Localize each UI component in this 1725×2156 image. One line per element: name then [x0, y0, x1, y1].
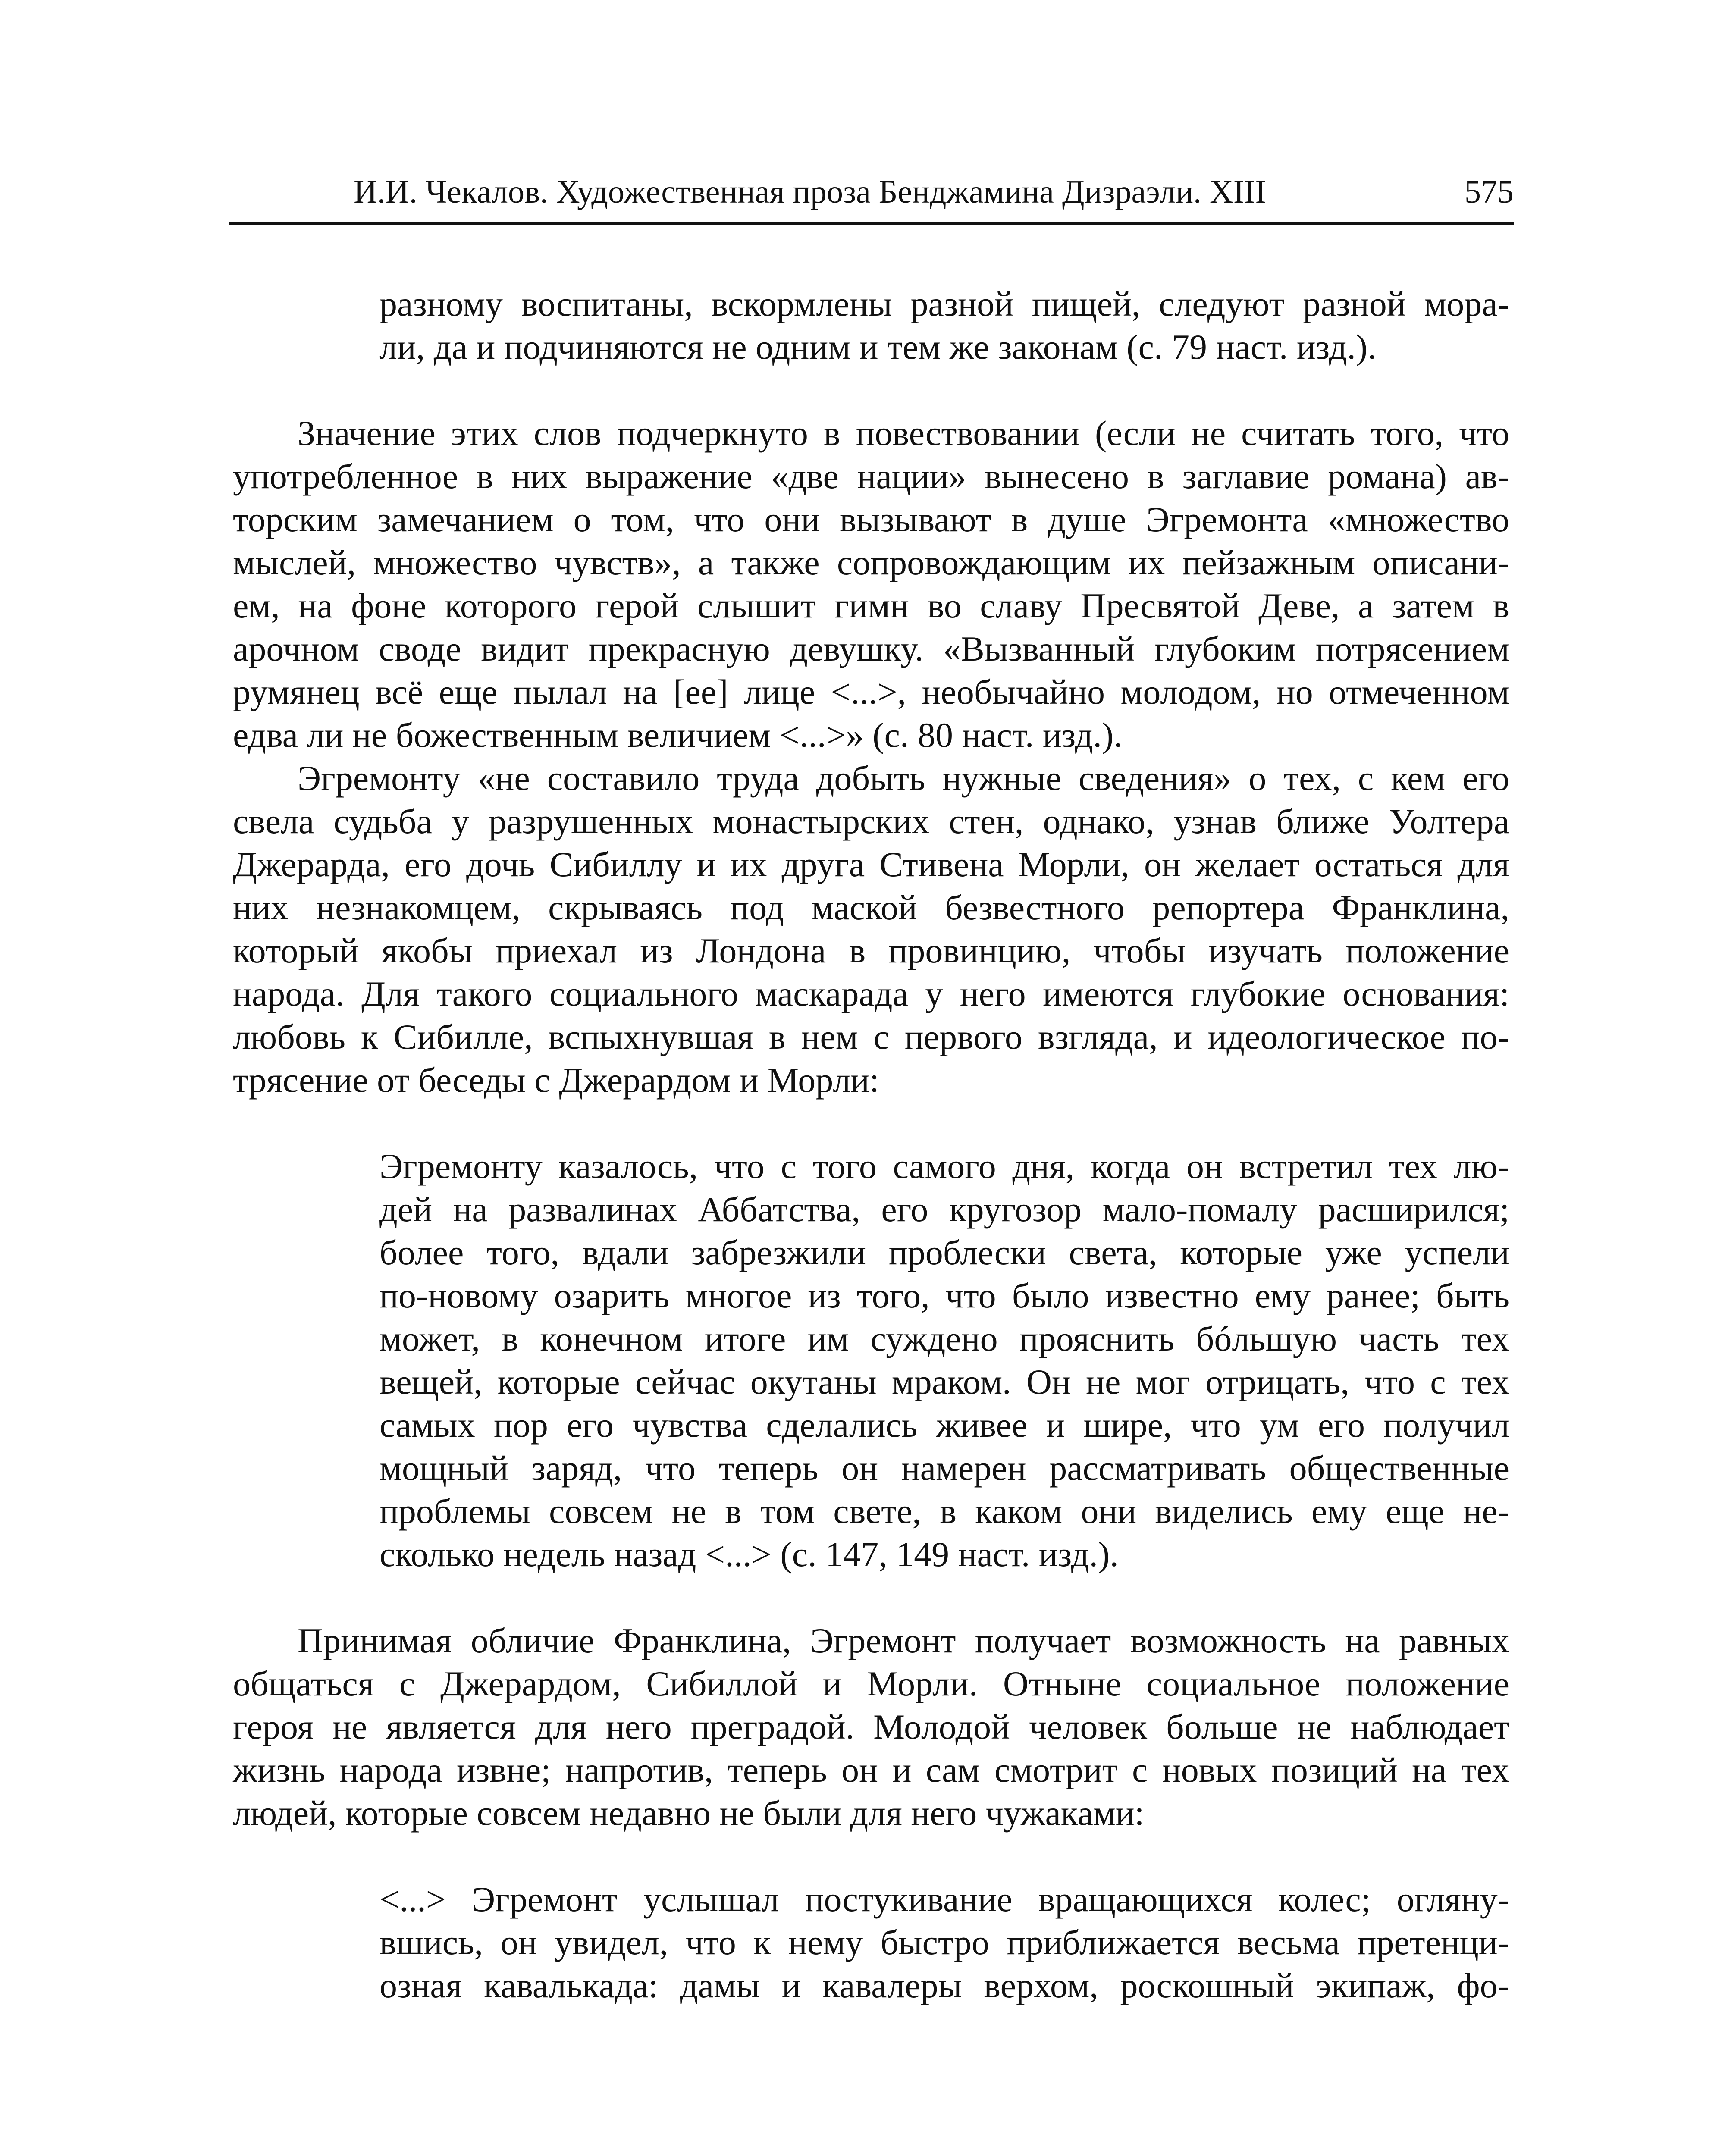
text-line: народа. Для такого социального маскарада у него имеются глубокие основания:: [233, 974, 1509, 1013]
text-line: торским замечанием о том, что они вызывают в душе Эгремонта «множество: [233, 500, 1509, 539]
text-line: дей на развалинах Аббатства, его кругозор мало-помалу расширился;: [380, 1190, 1509, 1229]
text-line: жизнь народа извне; напротив, теперь он и сам смотрит с новых позиций на тех: [233, 1750, 1509, 1789]
text-line: свела судьба у разрушенных монастырских стен, однако, узнав ближе Уолтера: [233, 802, 1509, 841]
text-line: людей, которые совсем недавно не были для него чужаками:: [233, 1793, 1145, 1833]
text-line: героя не является для него преградой. Молодой человек больше не наблюдает: [233, 1707, 1509, 1746]
text-line: употребленное в них выражение «две нации» вынесено в заглавие романа) ав-: [233, 457, 1509, 496]
text-line: румянец всё еще пылал на [ее] лице <...>, необычайно молодом, но отмеченном: [233, 672, 1509, 711]
text-line: трясение от беседы с Джерардом и Морли:: [233, 1060, 879, 1100]
text-line: ем, на фоне которого герой слышит гимн во славу Пресвятой Деве, а затем в: [233, 586, 1509, 625]
header-rule: [229, 222, 1514, 225]
text-line: общаться с Джерардом, Сибиллой и Морли. Отныне социальное положение: [233, 1664, 1509, 1703]
text-line: <...> Эгремонт услышал постукивание вращающихся колес; огляну-: [380, 1880, 1509, 1919]
text-line: мощный заряд, что теперь он намерен рассматривать общественные: [380, 1448, 1509, 1488]
text-line: Эгремонту казалось, что с того самого дня, когда он встретил тех лю-: [380, 1147, 1509, 1186]
text-line: Эгремонту «не составило труда добыть нужные сведения» о тех, с кем его: [298, 758, 1509, 798]
running-head: [229, 160, 1514, 224]
page-number: 575: [1465, 174, 1514, 210]
text-line: вшись, он увидел, что к нему быстро приближается весьма претенци-: [380, 1923, 1509, 1962]
text-line: сколько недель назад <...> (с. 147, 149 наст. изд.).: [380, 1535, 1119, 1574]
text-line: самых пор его чувства сделались живее и шире, что ум его получил: [380, 1405, 1509, 1445]
text-line: может, в конечном итоге им суждено прояснить бóльшую часть тех: [380, 1319, 1509, 1358]
text-line: едва ли не божественным величием <...>» (с. 80 наст. изд.).: [233, 715, 1123, 755]
text-line: Значение этих слов подчеркнуто в повествовании (если не считать того, что: [298, 414, 1509, 453]
text-line: вещей, которые сейчас окутаны мраком. Он не мог отрицать, что с тех: [380, 1362, 1509, 1401]
text-line: разному воспитаны, вскормлены разной пищей, следуют разной мора-: [380, 284, 1509, 323]
text-line: мыслей, множество чувств», а также сопровождающим их пейзажным описани-: [233, 543, 1509, 582]
text-line: озная кавалькада: дамы и кавалеры верхом, роскошный экипаж, фо-: [380, 1966, 1509, 2005]
text-line: по-новому озарить многое из того, что было известно ему ранее; быть: [380, 1276, 1509, 1315]
text-line: который якобы приехал из Лондона в провинцию, чтобы изучать положение: [233, 931, 1509, 970]
text-line: них незнакомцем, скрываясь под маской безвестного репортера Франклина,: [233, 888, 1509, 927]
text-line: проблемы совсем не в том свете, в каком они виделись ему еще не-: [380, 1492, 1509, 1531]
running-title: И.И. Чекалов. Художественная проза Бенджамина Дизраэли. XIII: [354, 174, 1266, 210]
text-line: более того, вдали забрезжили проблески света, которые уже успели: [380, 1233, 1509, 1272]
text-line: Принимая обличие Франклина, Эгремонт получает возможность на равных: [298, 1621, 1509, 1660]
text-line: Джерарда, его дочь Сибиллу и их друга Стивена Морли, он желает остаться для: [233, 845, 1509, 884]
text-line: ли, да и подчиняются не одним и тем же законам (с. 79 наст. изд.).: [380, 327, 1377, 367]
text-line: арочном своде видит прекрасную девушку. «Вызванный глубоким потрясением: [233, 629, 1509, 668]
text-line: любовь к Сибилле, вспыхнувшая в нем с первого взгляда, и идеологическое по-: [233, 1017, 1509, 1056]
